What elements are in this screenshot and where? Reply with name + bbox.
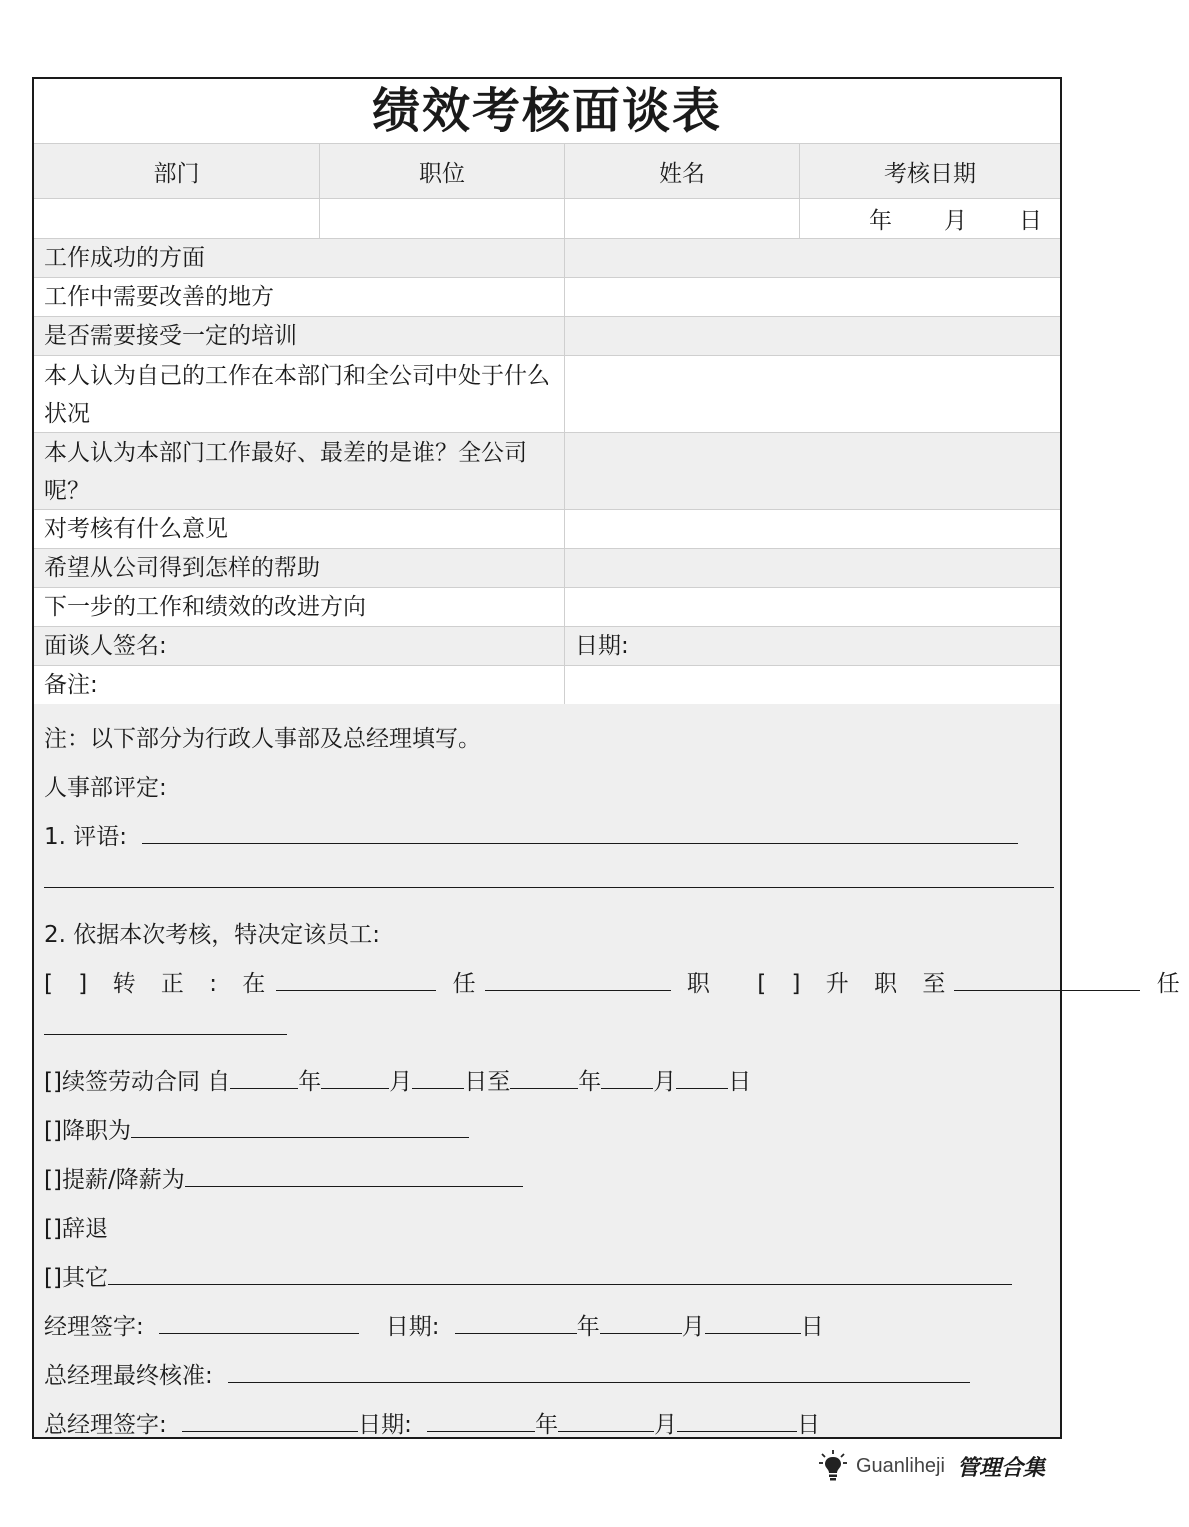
mgr-day-label: 日 bbox=[800, 1314, 824, 1340]
gm-approve-line bbox=[44, 1357, 970, 1390]
mgr-month-field[interactable] bbox=[600, 1313, 682, 1334]
comment-field-2[interactable] bbox=[44, 867, 1054, 888]
date-year-label: 年 bbox=[869, 208, 892, 234]
regular-ren-label: 任 bbox=[452, 971, 485, 997]
renew-month2-label: 月 bbox=[653, 1069, 677, 1095]
header-row bbox=[34, 144, 1060, 199]
gm-month-field[interactable] bbox=[558, 1411, 654, 1432]
remark-field[interactable] bbox=[564, 666, 1060, 704]
question-label: 本人认为自己的工作在本部门和全公司中处于什么状况 bbox=[44, 363, 550, 427]
hr-note: 注：以下部分为行政人事部及总经理填写。 bbox=[44, 726, 481, 752]
header-position: 职位 bbox=[319, 144, 564, 198]
name-field[interactable] bbox=[564, 199, 799, 238]
comment-line bbox=[44, 818, 1018, 851]
sign-date-label: 日期: bbox=[564, 627, 1060, 665]
gm-sign-field[interactable] bbox=[182, 1411, 358, 1432]
question-row bbox=[34, 317, 1060, 356]
regular-checkbox[interactable]: [ ] 转 正 : bbox=[44, 971, 226, 997]
mgr-sign-label: 经理签字: bbox=[44, 1314, 144, 1340]
renew-day2-label: 日 bbox=[728, 1069, 752, 1095]
regular-line bbox=[44, 965, 1189, 998]
gm-month-label: 月 bbox=[654, 1412, 678, 1438]
gm-sign-line bbox=[44, 1406, 820, 1439]
renew-to-month[interactable] bbox=[601, 1068, 653, 1089]
regular-dept-field[interactable] bbox=[276, 970, 436, 991]
date-month-label: 月 bbox=[944, 208, 967, 234]
renew-year2-label: 年 bbox=[578, 1069, 602, 1095]
interviewer-sign-label: 面谈人签名: bbox=[44, 633, 167, 659]
dismiss-checkbox[interactable]: []辞退 bbox=[44, 1216, 108, 1242]
question-row bbox=[34, 549, 1060, 588]
question-label: 对考核有什么意见 bbox=[44, 516, 228, 542]
regular-at-label: 在 bbox=[242, 971, 275, 997]
gm-sign-label: 总经理签字: bbox=[44, 1412, 167, 1438]
question-row bbox=[34, 356, 1060, 433]
other-checkbox[interactable]: []其它 bbox=[44, 1265, 108, 1291]
renew-to-day[interactable] bbox=[676, 1068, 728, 1089]
question-label: 希望从公司得到怎样的帮助 bbox=[44, 555, 320, 581]
date-field[interactable] bbox=[799, 199, 1060, 238]
info-row bbox=[34, 199, 1060, 239]
regular-position-field[interactable] bbox=[485, 970, 671, 991]
renew-from-month[interactable] bbox=[321, 1068, 389, 1089]
hr-section bbox=[34, 704, 1189, 1438]
gm-date-label: 日期: bbox=[358, 1412, 412, 1438]
gm-approve-field[interactable] bbox=[228, 1362, 970, 1383]
demote-line bbox=[44, 1112, 469, 1145]
mgr-sign-line bbox=[44, 1308, 824, 1341]
renew-month-label: 月 bbox=[389, 1069, 413, 1095]
mgr-sign-field[interactable] bbox=[159, 1313, 359, 1334]
date-day-label: 日 bbox=[1019, 208, 1042, 234]
question-label: 下一步的工作和绩效的改进方向 bbox=[44, 594, 366, 620]
mgr-year-label: 年 bbox=[576, 1314, 600, 1340]
gm-day-field[interactable] bbox=[677, 1411, 797, 1432]
salary-line bbox=[44, 1161, 523, 1194]
demote-field[interactable] bbox=[131, 1117, 469, 1138]
gm-day-label: 日 bbox=[797, 1412, 821, 1438]
answer-field[interactable] bbox=[564, 588, 1060, 626]
answer-field[interactable] bbox=[564, 549, 1060, 587]
answer-field[interactable] bbox=[564, 433, 1060, 510]
renew-year-label: 年 bbox=[298, 1069, 322, 1095]
answer-field[interactable] bbox=[564, 356, 1060, 433]
question-row bbox=[34, 588, 1060, 627]
comment-label: 1. 评语: bbox=[44, 824, 128, 850]
answer-field[interactable] bbox=[564, 510, 1060, 548]
question-row bbox=[34, 433, 1060, 510]
remark-row bbox=[34, 666, 1060, 705]
renew-from-day[interactable] bbox=[412, 1068, 464, 1089]
promote-ren-label: 任 bbox=[1156, 971, 1189, 997]
demote-checkbox[interactable]: []降职为 bbox=[44, 1118, 131, 1144]
comment-field[interactable] bbox=[142, 823, 1018, 844]
question-label: 工作成功的方面 bbox=[44, 245, 205, 271]
remark-label: 备注: bbox=[44, 672, 98, 698]
promote-checkbox[interactable]: [ ] 升 职 至 bbox=[757, 971, 955, 997]
interviewer-sign-row bbox=[34, 627, 1060, 666]
brand-cn-text: 管理合集 bbox=[956, 1454, 1045, 1481]
salary-checkbox[interactable]: []提薪/降薪为 bbox=[44, 1167, 185, 1193]
gm-year-field[interactable] bbox=[427, 1411, 535, 1432]
gm-year-label: 年 bbox=[535, 1412, 559, 1438]
dept-field[interactable] bbox=[34, 199, 319, 238]
header-dept: 部门 bbox=[153, 160, 200, 187]
answer-field[interactable] bbox=[564, 278, 1060, 316]
question-label: 本人认为本部门工作最好、最差的是谁？全公司呢？ bbox=[44, 440, 527, 504]
other-field[interactable] bbox=[108, 1264, 1012, 1285]
promote-field[interactable] bbox=[954, 970, 1140, 991]
header-name: 姓名 bbox=[564, 144, 799, 198]
regular-zhi-label: 职 bbox=[686, 971, 719, 997]
header-date: 考核日期 bbox=[799, 144, 1060, 198]
mgr-month-label: 月 bbox=[681, 1314, 705, 1340]
answer-field[interactable] bbox=[564, 317, 1060, 355]
renew-to-year[interactable] bbox=[510, 1068, 578, 1089]
answer-field[interactable] bbox=[564, 239, 1060, 277]
promote-field-2[interactable] bbox=[44, 1014, 287, 1035]
appraisal-form bbox=[32, 77, 1189, 1439]
promote-line-2 bbox=[44, 1014, 287, 1041]
question-row bbox=[34, 239, 1060, 278]
question-label: 工作中需要改善的地方 bbox=[44, 284, 274, 310]
question-row bbox=[34, 510, 1060, 549]
decision-label: 2. 依据本次考核，特决定该员工: bbox=[44, 922, 381, 948]
gm-approve-label: 总经理最终核准: bbox=[44, 1363, 213, 1389]
renew-from-year[interactable] bbox=[230, 1068, 298, 1089]
question-row bbox=[34, 278, 1060, 317]
form-title: 绩效考核面谈表 bbox=[34, 79, 1060, 144]
footer-brand bbox=[818, 1446, 1045, 1486]
renew-checkbox[interactable]: []续签劳动合同 自 bbox=[44, 1069, 231, 1095]
mgr-year-field[interactable] bbox=[455, 1313, 577, 1334]
other-line bbox=[44, 1259, 1012, 1292]
question-label: 是否需要接受一定的培训 bbox=[44, 323, 297, 349]
renew-day-to-label: 日至 bbox=[464, 1069, 511, 1095]
mgr-date-label: 日期: bbox=[385, 1314, 440, 1340]
position-field[interactable] bbox=[319, 199, 564, 238]
brand-text: Guanliheji bbox=[856, 1454, 945, 1477]
hr-eval-label: 人事部评定: bbox=[44, 775, 167, 801]
comment-line-2 bbox=[44, 867, 1054, 894]
mgr-day-field[interactable] bbox=[705, 1313, 801, 1334]
lightbulb-icon bbox=[818, 1449, 848, 1483]
renew-line bbox=[44, 1063, 751, 1096]
salary-field[interactable] bbox=[185, 1166, 523, 1187]
